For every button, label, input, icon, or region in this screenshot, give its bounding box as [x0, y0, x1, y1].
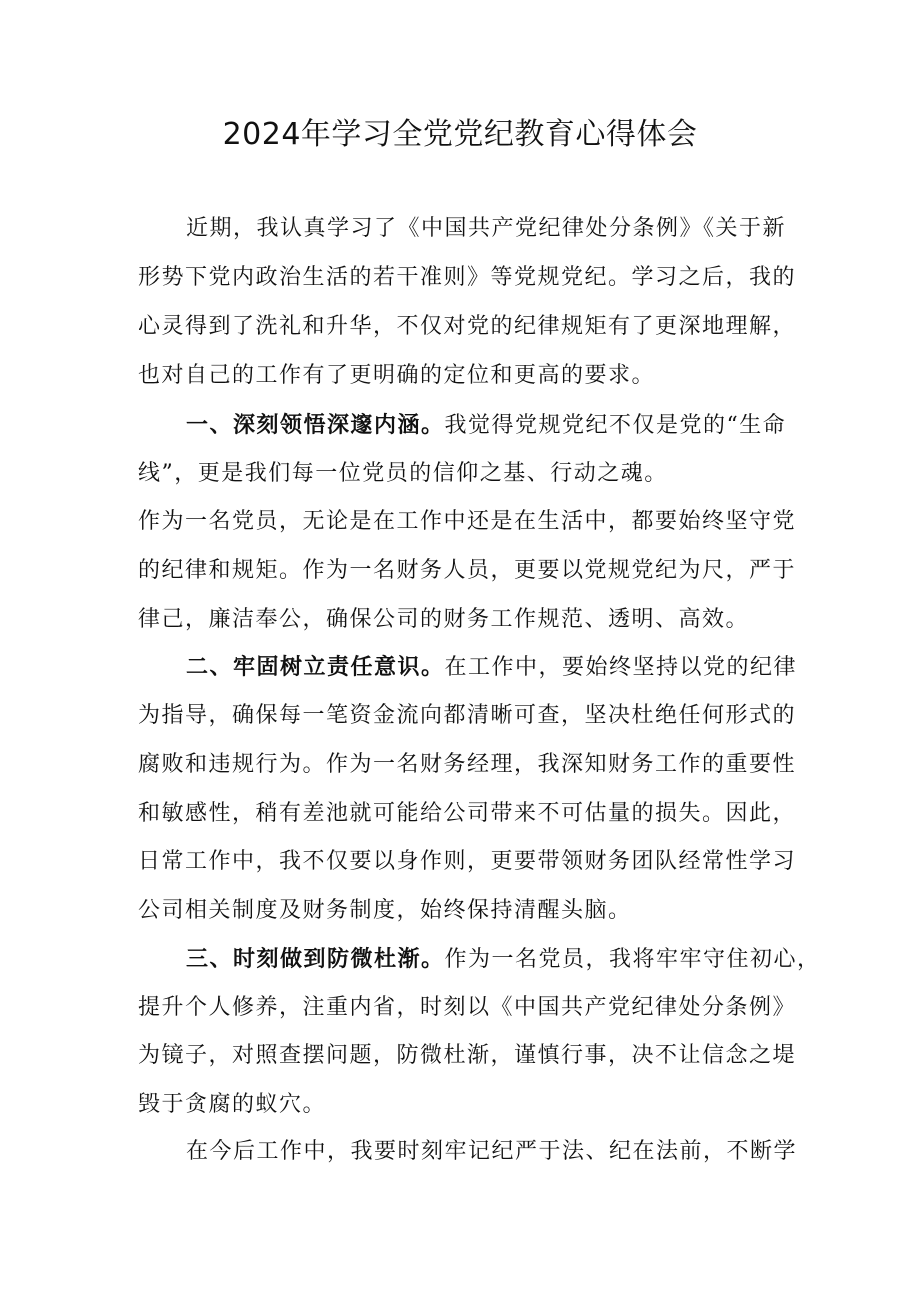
body-text-line: 和敏感性，稍有差池就可能给公司带来不可估量的损失。因此，	[138, 801, 797, 826]
section-line	[186, 944, 821, 975]
section-heading-1: 一、深刻领悟深邃内涵。	[186, 412, 445, 438]
document-title: 2024年学习全党党纪教育心得体会	[222, 117, 698, 152]
body-text-line: 律己，廉洁奉公，确保公司的财务工作规范、透明、高效。	[138, 607, 750, 632]
body-text-span: 作为一名党员，我将牢牢守住初心，	[444, 947, 821, 972]
body-text-line: 为镜子，对照查摆问题，防微杜渐，谨慎行事，决不让信念之堤	[138, 1043, 797, 1068]
body-text-line: 腐败和违规行为。作为一名财务经理，我深知财务工作的重要性	[138, 752, 797, 777]
body-text-span: 在工作中，要始终坚持以党的纪律	[444, 655, 798, 680]
body-text-line: 提升个人修养，注重内省，时刻以《中国共产党纪律处分条例》	[138, 995, 797, 1020]
body-text-line: 公司相关制度及财务制度，始终保持清醒头脑。	[138, 898, 632, 923]
section-line	[186, 652, 797, 683]
body-text-span: 我觉得党规党纪不仅是党的“生命	[444, 413, 787, 438]
section-heading-2: 二、牢固树立责任意识。	[186, 654, 445, 680]
body-text-line: 线”，更是我们每一位党员的信仰之基、行动之魂。	[138, 461, 668, 486]
body-text-line: 毁于贪腐的蚁穴。	[138, 1092, 327, 1117]
section-line	[186, 410, 786, 441]
section-heading-3: 三、时刻做到防微杜渐。	[186, 946, 445, 972]
body-text-line: 形势下党内政治生活的若干准则》等党规党纪。学习之后，我的	[138, 265, 797, 290]
body-text-line: 的纪律和规矩。作为一名财务人员，更要以党规党纪为尺，严于	[138, 558, 797, 583]
body-text-line: 近期，我认真学习了《中国共产党纪律处分条例》《关于新	[186, 216, 787, 241]
body-text-line: 为指导，确保每一笔资金流向都清晰可查，坚决杜绝任何形式的	[138, 703, 797, 728]
body-text-line: 也对自己的工作有了更明确的定位和更高的要求。	[138, 363, 656, 388]
body-text-line: 在今后工作中，我要时刻牢记纪严于法、纪在法前，不断学	[186, 1139, 798, 1164]
body-text-line: 心灵得到了洗礼和升华，不仅对党的纪律规矩有了更深地理解，	[138, 314, 797, 339]
body-text-line: 作为一名党员，无论是在工作中还是在生活中，都要始终坚守党	[138, 509, 797, 534]
body-text-line: 日常工作中，我不仅要以身作则，更要带领财务团队经常性学习	[138, 849, 797, 874]
